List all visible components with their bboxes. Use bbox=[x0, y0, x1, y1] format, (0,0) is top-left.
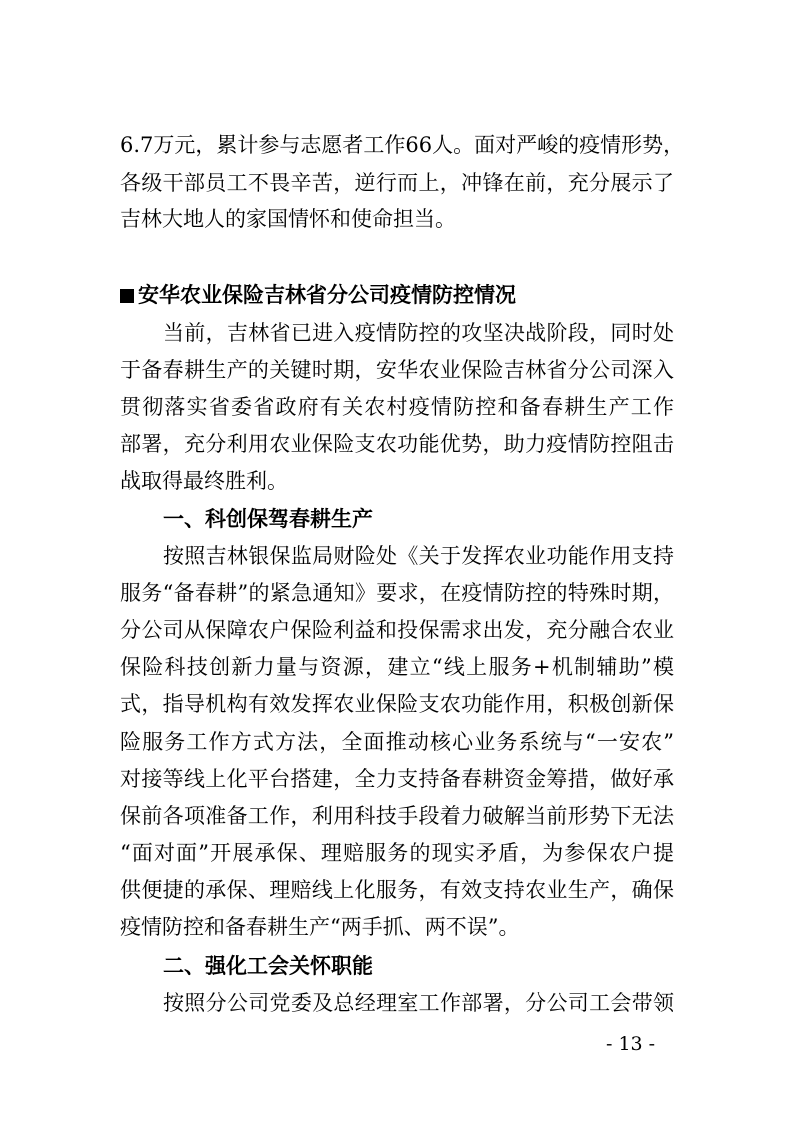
paragraph-1-line-2: 于备春耕生产的关键时期，安华农业保险吉林省分公司深入 bbox=[120, 358, 674, 382]
intro-line-2: 各级干部员工不畏辛苦，逆行而上，冲锋在前，充分展示了 bbox=[120, 171, 674, 195]
intro-line-3: 吉林大地人的家国情怀和使命担当。 bbox=[120, 207, 456, 231]
section-heading bbox=[120, 280, 516, 310]
page-number: - 13 - bbox=[606, 1033, 656, 1055]
paragraph-2-line-4: 保险科技创新力量与资源，建立“线上服务+机制辅助”模 bbox=[120, 655, 674, 679]
paragraph-2-line-1: 按照吉林银保监局财险处《关于发挥农业功能作用支持 bbox=[163, 544, 674, 568]
paragraph-2-line-11: 疫情防控和备春耕生产“两手抓、两不误”。 bbox=[120, 915, 520, 939]
section-heading-text: 安华农业保险吉林省分公司疫情防控情况 bbox=[138, 283, 516, 307]
black-square-bullet-icon bbox=[120, 289, 134, 303]
paragraph-2-line-7: 对接等线上化平台搭建，全力支持备春耕资金筹措，做好承 bbox=[120, 767, 674, 791]
subheading-2: 二、强化工会关怀职能 bbox=[163, 954, 373, 978]
subheading-1: 一、科创保驾春耕生产 bbox=[163, 507, 373, 531]
paragraph-2-line-6: 险服务工作方式方法，全面推动核心业务系统与“一安农” bbox=[120, 730, 674, 754]
paragraph-3-line-1: 按照分公司党委及总经理室工作部署，分公司工会带领 bbox=[163, 991, 674, 1015]
paragraph-1-line-1: 当前，吉林省已进入疫情防控的攻坚决战阶段，同时处 bbox=[163, 321, 674, 345]
paragraph-2-line-9: “面对面”开展承保、理赔服务的现实矛盾，为参保农户提 bbox=[120, 841, 674, 865]
paragraph-2-line-5: 式，指导机构有效发挥农业保险支农功能作用，积极创新保 bbox=[120, 692, 674, 716]
paragraph-1-line-5: 战取得最终胜利。 bbox=[120, 469, 288, 493]
paragraph-2-line-2: 服务“备春耕”的紧急通知》要求，在疫情防控的特殊时期， bbox=[120, 581, 674, 605]
paragraph-2-line-8: 保前各项准备工作，利用科技手段着力破解当前形势下无法 bbox=[120, 804, 674, 828]
intro-line-1: 6.7万元，累计参与志愿者工作66人。面对严峻的疫情形势， bbox=[120, 133, 685, 157]
paragraph-2-line-10: 供便捷的承保、理赔线上化服务，有效支持农业生产，确保 bbox=[120, 878, 674, 902]
paragraph-1-line-4: 部署，充分利用农业保险支农功能优势，助力疫情防控阻击 bbox=[120, 432, 674, 456]
paragraph-2-line-3: 分公司从保障农户保险利益和投保需求出发，充分融合农业 bbox=[120, 618, 674, 642]
paragraph-1-line-3: 贯彻落实省委省政府有关农村疫情防控和备春耕生产工作 bbox=[120, 395, 674, 419]
